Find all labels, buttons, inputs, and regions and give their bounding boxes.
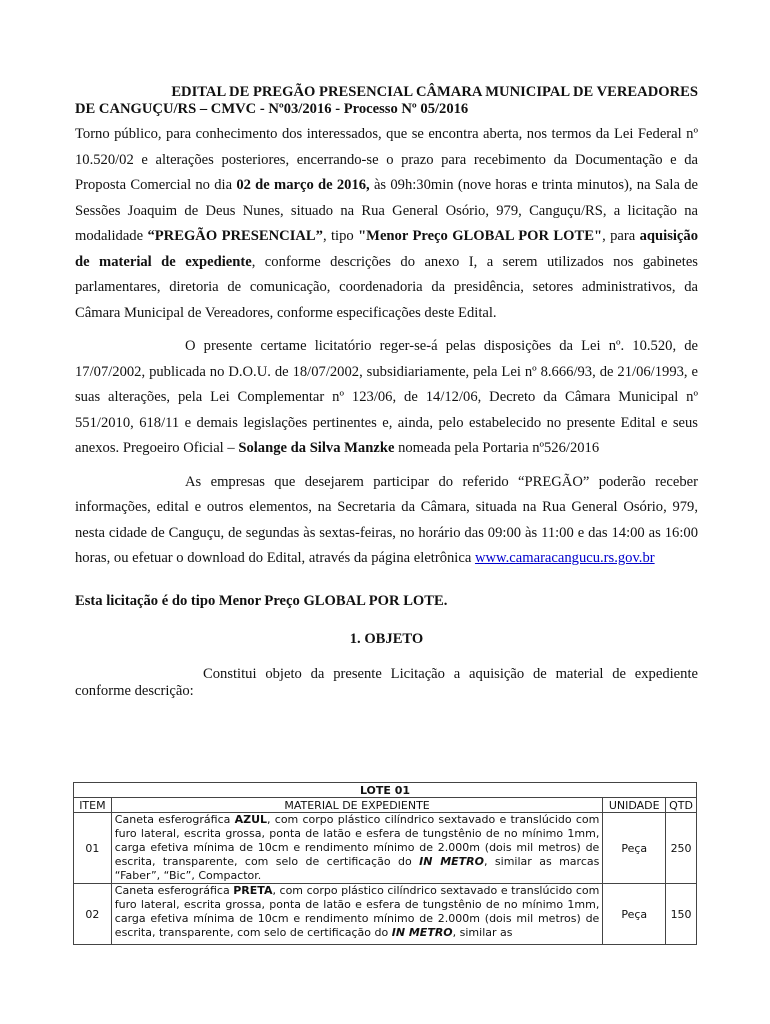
desc-part: , com corpo plástico cilíndrico sextavado e translúcido com furo lateral, escrita grossa, ponta de latão e esfera de tungstênio de no mínimo 1mm, carga efetiva mínima de 10cm e rendimento mínimo de 2.000m (dois mil metros) de escrita, transparente, com selo de certificação do xyxy=(114,813,600,868)
table-row xyxy=(74,813,697,884)
item-description xyxy=(111,884,603,945)
desc-part: Caneta esferográfica xyxy=(114,813,235,826)
header-unit: UNIDADE xyxy=(603,798,666,813)
bid-type-line: Esta licitação é do tipo Menor Preço GLOBAL POR LOTE. xyxy=(75,592,448,609)
modality: “PREGÃO PRESENCIAL” xyxy=(147,228,323,244)
desc-part: , com corpo plástico cilíndrico sextavado e translúcido com furo lateral, escrita grossa, ponta de latão e esfera de tungstênio de no mínimo 1mm, carga efetiva mínima de 10cm e rendimento mínimo de 2.000m (dois mil metros) de escrita, transparente, com selo de certificação do xyxy=(114,884,600,939)
table-row xyxy=(74,884,697,945)
website-link[interactable]: www.camaracangucu.rs.gov.br xyxy=(474,550,655,566)
information-paragraph xyxy=(75,470,698,572)
item-description xyxy=(111,813,603,884)
header-material: MATERIAL DE EXPEDIENTE xyxy=(111,798,603,813)
item-unit: Peça xyxy=(603,884,666,945)
intro-text-2: às 09h:30min (nove horas e trinta minutos), na Sala de Sessões Joaquim de Deus Nunes, situado na Rua General Osório, 979, Canguçu/RS, a licitação na modalidade xyxy=(75,177,698,244)
official-name: Solange da Silva Manzke xyxy=(238,440,395,456)
legal-text: O presente certame licitatório reger-se-á pelas disposições da Lei nº. 10.520, de 17/07/2002, publicada no D.O.U. de 18/07/2002, subsidiariamente, pela Lei nº 8.666/93, de 21/06/1993, e suas alterações, pela Lei Complementar nº 123/06, de 14/12/06, Decreto da Câmara Municipal nº 551/2010, 618/11 e demais legislações pertinentes e, ainda, pelo estabelecido no presente Edital e seus anexos. Pregoeiro Oficial – xyxy=(75,338,698,456)
object-text: Constitui objeto da presente Licitação a aquisição de material de expediente conforme descrição: xyxy=(75,665,698,699)
item-qty: 250 xyxy=(666,813,697,884)
deadline-date: 02 de março de 2016, xyxy=(236,177,370,193)
intro-text-4: , para xyxy=(602,228,640,244)
header-qty: QTD xyxy=(666,798,697,813)
acquisition-object: aquisição de material de expediente xyxy=(75,228,698,270)
legal-basis-paragraph xyxy=(75,334,698,462)
desc-color: AZUL xyxy=(234,813,268,826)
item-number: 02 xyxy=(74,884,112,945)
header-item: ITEM xyxy=(74,798,112,813)
legal-text-2: nomeada pela Portaria nº526/2016 xyxy=(394,440,600,456)
info-text: As empresas que desejarem participar do referido “PREGÃO” poderão receber informações, edital e outros elementos, na Secretaria da Câmara, situada na Rua General Osório, 979, nesta cidade de Canguçu, de segundas às sextas-feiras, no horário das 09:00 às 11:00 e das 14:00 as 16:00 horas, ou efetuar o download do Edital, através da página eletrônica xyxy=(75,473,698,566)
item-qty: 150 xyxy=(666,884,697,945)
document-title xyxy=(75,84,698,118)
lot-title: LOTE 01 xyxy=(74,783,697,798)
desc-certification: IN METRO xyxy=(391,926,453,939)
desc-color: PRETA xyxy=(233,884,273,897)
item-unit: Peça xyxy=(603,813,666,884)
document-page xyxy=(75,84,698,700)
intro-paragraph xyxy=(75,122,698,326)
intro-text-5: , conforme descrições do anexo I, a serem utilizados nos gabinetes parlamentares, diretoria de comunicação, coordenadoria da presidência, setores administrativos, da Câmara Municipal de Vereadores, conforme especificações deste Edital. xyxy=(75,253,698,321)
intro-text: Torno público, para conhecimento dos interessados, que se encontra aberta, nos termos da Lei Federal nº 10.520/02 e alterações posteriores, encerrando-se o prazo para recebimento da Documentação e da Proposta Comercial no dia xyxy=(75,126,698,193)
title-line-1: EDITAL DE PREGÃO PRESENCIAL CÂMARA MUNICIPAL DE VEREADORES xyxy=(171,84,698,100)
lot-table xyxy=(73,782,697,945)
item-number: 01 xyxy=(74,813,112,884)
intro-text-3: , tipo xyxy=(322,228,359,244)
section-title: 1. OBJETO xyxy=(349,630,424,647)
table-header-row xyxy=(74,798,697,813)
title-line-2: DE CANGUÇU/RS – CMVC - Nº03/2016 - Processo Nº 05/2016 xyxy=(75,101,469,117)
desc-part: , similar as marcas “Faber”, “Bic”, Compactor. xyxy=(114,855,600,882)
desc-certification: IN METRO xyxy=(419,855,484,868)
desc-part: Caneta esferográfica xyxy=(114,884,234,897)
desc-part: , similar as xyxy=(452,926,513,939)
bid-type: "Menor Preço GLOBAL POR LOTE" xyxy=(358,228,603,244)
